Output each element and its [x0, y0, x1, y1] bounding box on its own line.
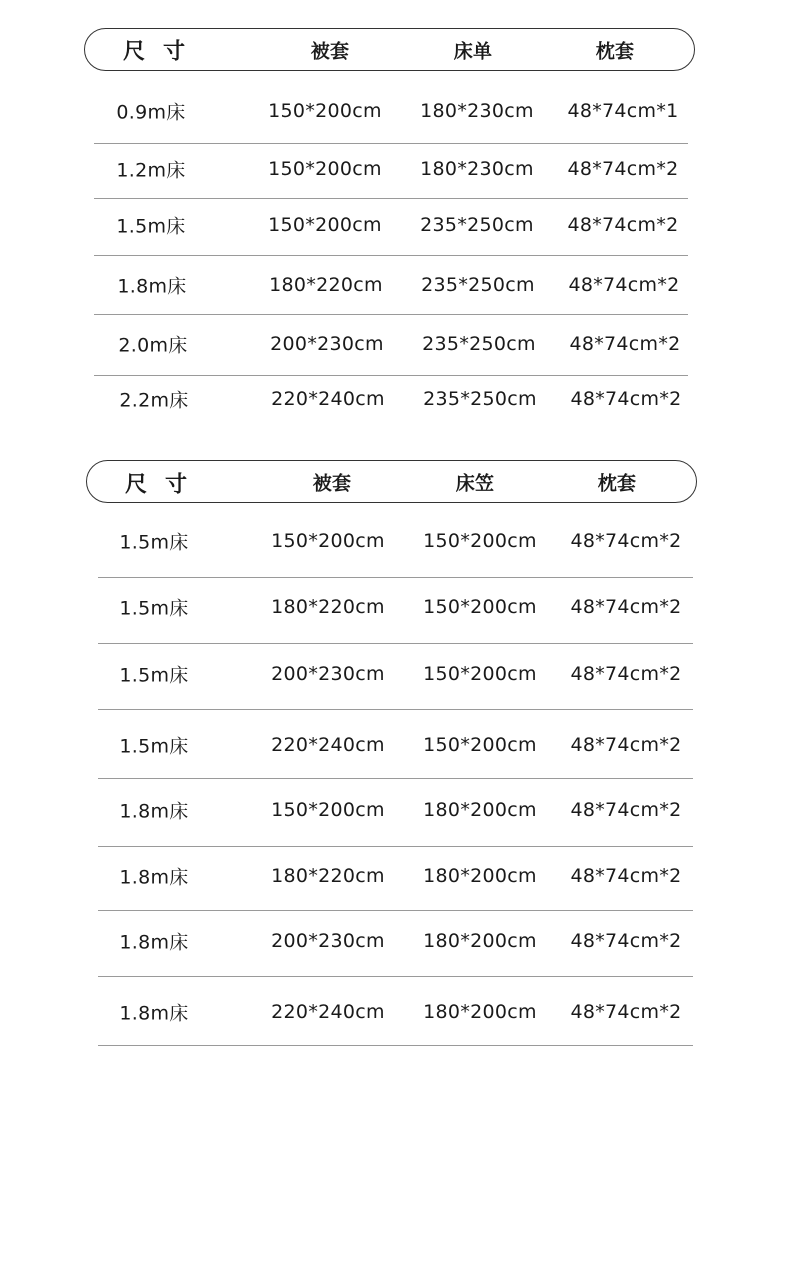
fitted-sheet-cell: 180*200cm	[423, 930, 537, 952]
bed-size-cell: 1.8m床	[119, 800, 189, 823]
bed-size-cell: 1.5m床	[119, 664, 189, 687]
pillowcase-cell: 48*74cm*2	[570, 930, 682, 952]
bed-sheet-cell: 235*250cm	[420, 214, 534, 236]
duvet-cover-cell: 220*240cm	[271, 388, 385, 410]
row-divider	[98, 778, 693, 779]
row-divider	[94, 143, 688, 144]
bed-sheet-cell: 180*230cm	[420, 100, 534, 122]
bed-sheet-cell: 235*250cm	[422, 333, 536, 355]
row-divider	[98, 577, 693, 578]
pillowcase-cell: 48*74cm*2	[570, 663, 682, 685]
pillowcase-cell: 48*74cm*2	[569, 333, 681, 355]
header-duvet-cover: 被套	[312, 472, 352, 495]
pillowcase-cell: 48*74cm*2	[570, 734, 682, 756]
bed-size-cell: 1.5m床	[119, 735, 189, 758]
bed-size-cell: 1.8m床	[119, 866, 189, 889]
pillowcase-cell: 48*74cm*2	[570, 799, 682, 821]
duvet-cover-cell: 150*200cm	[268, 100, 382, 122]
row-divider	[94, 375, 688, 376]
fitted-sheet-cell: 150*200cm	[423, 734, 537, 756]
row-divider	[94, 255, 688, 256]
fitted-sheet-cell: 180*200cm	[423, 799, 537, 821]
duvet-cover-cell: 220*240cm	[271, 734, 385, 756]
duvet-cover-cell: 150*200cm	[268, 158, 382, 180]
bed-size-cell: 1.8m床	[119, 1002, 189, 1025]
fitted-sheet-cell: 150*200cm	[423, 596, 537, 618]
header-bed-sheet: 床单	[453, 40, 493, 63]
header-duvet-cover: 被套	[310, 40, 350, 63]
table-header	[86, 460, 697, 503]
bed-size-cell: 1.5m床	[119, 597, 189, 620]
row-divider	[98, 643, 693, 644]
header-size: 尺寸	[124, 472, 206, 498]
bed-sheet-cell: 235*250cm	[423, 388, 537, 410]
header-fitted-sheet: 床笠	[455, 472, 495, 495]
duvet-cover-cell: 200*230cm	[270, 333, 384, 355]
duvet-cover-cell: 150*200cm	[271, 799, 385, 821]
duvet-cover-cell: 150*200cm	[271, 530, 385, 552]
pillowcase-cell: 48*74cm*1	[567, 100, 679, 122]
pillowcase-cell: 48*74cm*2	[568, 274, 680, 296]
pillowcase-cell: 48*74cm*2	[570, 388, 682, 410]
duvet-cover-cell: 200*230cm	[271, 663, 385, 685]
duvet-cover-cell: 150*200cm	[268, 214, 382, 236]
header-pillowcase: 枕套	[595, 40, 635, 63]
bed-size-cell: 1.8m床	[117, 275, 187, 298]
bed-size-cell: 1.5m床	[116, 215, 186, 238]
duvet-cover-cell: 180*220cm	[271, 596, 385, 618]
pillowcase-cell: 48*74cm*2	[570, 865, 682, 887]
row-divider	[98, 846, 693, 847]
duvet-cover-cell: 200*230cm	[271, 930, 385, 952]
fitted-sheet-cell: 180*200cm	[423, 865, 537, 887]
row-divider	[98, 976, 693, 977]
bed-size-cell: 1.8m床	[119, 931, 189, 954]
pillowcase-cell: 48*74cm*2	[567, 158, 679, 180]
table-header	[84, 28, 695, 71]
fitted-sheet-cell: 150*200cm	[423, 530, 537, 552]
pillowcase-cell: 48*74cm*2	[570, 1001, 682, 1023]
bed-sheet-cell: 235*250cm	[421, 274, 535, 296]
header-pillowcase: 枕套	[597, 472, 637, 495]
pillowcase-cell: 48*74cm*2	[570, 530, 682, 552]
header-size: 尺寸	[122, 39, 204, 65]
row-divider	[98, 709, 693, 710]
bed-size-cell: 1.2m床	[116, 159, 186, 182]
row-divider	[94, 198, 688, 199]
pillowcase-cell: 48*74cm*2	[567, 214, 679, 236]
bed-size-cell: 2.0m床	[118, 334, 188, 357]
fitted-sheet-cell: 180*200cm	[423, 1001, 537, 1023]
bed-size-cell: 0.9m床	[116, 101, 186, 124]
row-divider	[98, 1045, 693, 1046]
bed-size-cell: 1.5m床	[119, 531, 189, 554]
pillowcase-cell: 48*74cm*2	[570, 596, 682, 618]
duvet-cover-cell: 220*240cm	[271, 1001, 385, 1023]
duvet-cover-cell: 180*220cm	[271, 865, 385, 887]
fitted-sheet-cell: 150*200cm	[423, 663, 537, 685]
row-divider	[94, 314, 688, 315]
bed-sheet-cell: 180*230cm	[420, 158, 534, 180]
row-divider	[98, 910, 693, 911]
duvet-cover-cell: 180*220cm	[269, 274, 383, 296]
bed-size-cell: 2.2m床	[119, 389, 189, 412]
